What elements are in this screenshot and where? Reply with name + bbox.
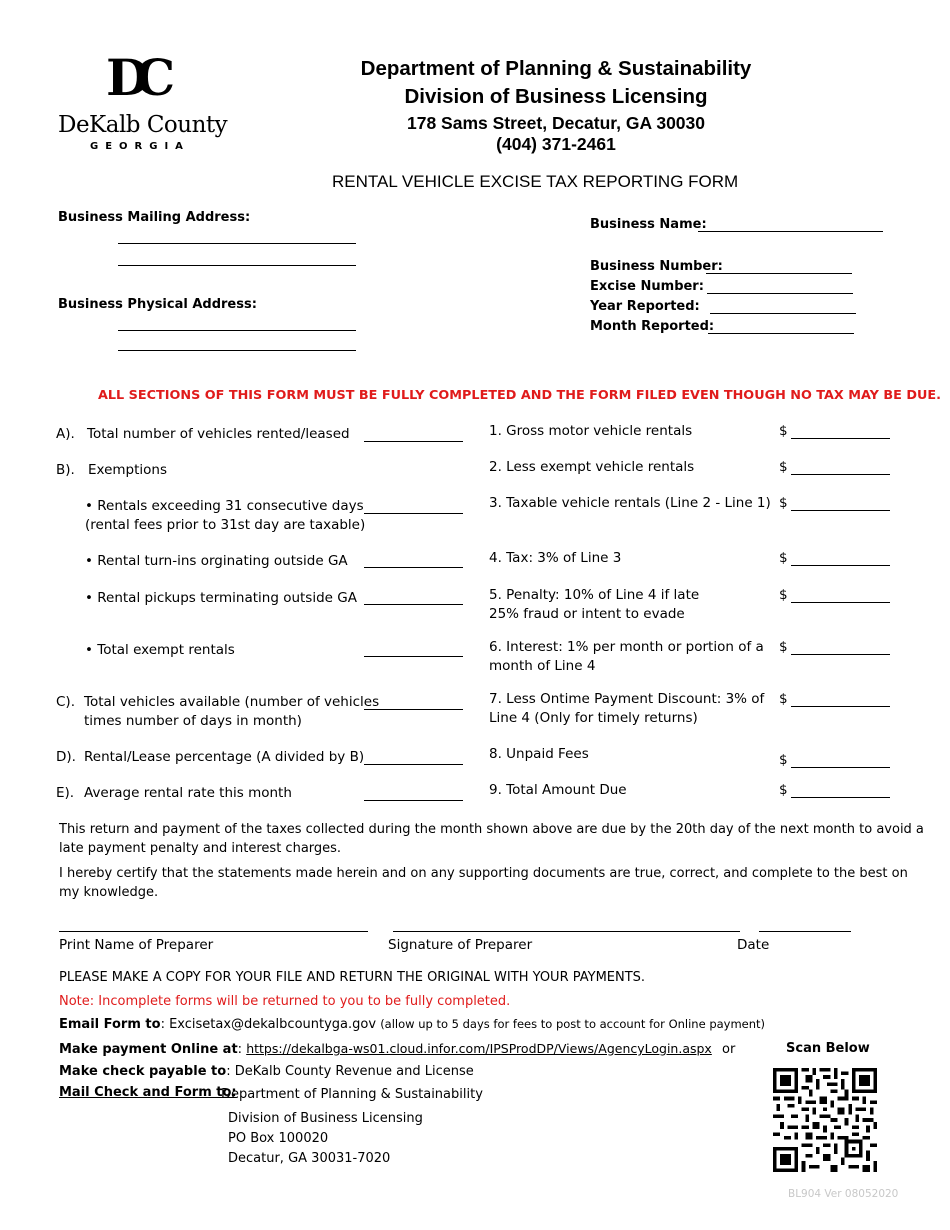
email-instruction bbox=[59, 1017, 765, 1032]
form-version: BL904 Ver 08052020 bbox=[788, 1188, 899, 1200]
line-9-dollar: $ bbox=[779, 782, 788, 798]
item-e-label: Average rental rate this month bbox=[84, 785, 292, 801]
line-3-dollar: $ bbox=[779, 495, 788, 511]
check-payable-instruction bbox=[59, 1064, 474, 1079]
line-8-label: 8. Unpaid Fees bbox=[489, 746, 589, 762]
physical-address-label: Business Physical Address: bbox=[58, 297, 257, 312]
line-3-label: 3. Taxable vehicle rentals (Line 2 - Line 1) bbox=[489, 495, 771, 511]
item-e-key: E). bbox=[56, 785, 75, 801]
exemption-total-line[interactable] bbox=[364, 656, 463, 657]
line-7-label: 7. Less Ontime Payment Discount: 3% of bbox=[489, 691, 765, 707]
year-reported-line[interactable] bbox=[710, 313, 856, 314]
line-7-label-cont: Line 4 (Only for timely returns) bbox=[489, 710, 698, 726]
business-number-line[interactable] bbox=[706, 273, 852, 274]
exemption-pickups-line[interactable] bbox=[364, 604, 463, 605]
line-8-dollar: $ bbox=[779, 752, 788, 768]
line-5-amount-line[interactable] bbox=[791, 602, 890, 603]
year-reported-label: Year Reported: bbox=[590, 299, 700, 314]
qr-finder-top-left bbox=[773, 1068, 798, 1093]
line-9-label: 9. Total Amount Due bbox=[489, 782, 627, 798]
exemption-total-label: • Total exempt rentals bbox=[85, 642, 235, 658]
month-reported-label: Month Reported: bbox=[590, 319, 715, 334]
due-date-statement-cont: late payment penalty and interest charges. bbox=[59, 841, 342, 856]
exemption-turn-ins-line[interactable] bbox=[364, 567, 463, 568]
header-address: 178 Sams Street, Decatur, GA 30030 bbox=[407, 113, 705, 133]
mailing-address-label: Business Mailing Address: bbox=[58, 210, 251, 225]
item-c-label-cont: times number of days in month) bbox=[84, 713, 302, 729]
header-department: Department of Planning & Sustainability bbox=[360, 57, 752, 80]
item-a-label: Total number of vehicles rented/leased bbox=[87, 426, 350, 442]
item-b-label: Exemptions bbox=[88, 462, 168, 478]
item-d-line[interactable] bbox=[364, 764, 463, 765]
line-1-label: 1. Gross motor vehicle rentals bbox=[489, 423, 693, 439]
email-address[interactable]: : Excisetax@dekalbcountyga.gov bbox=[160, 1017, 377, 1032]
email-note: (allow up to 5 days for fees to post to account for Online payment) bbox=[380, 1017, 766, 1031]
line-7-amount-line[interactable] bbox=[791, 706, 890, 707]
logo-county-name: DeKalb County bbox=[58, 112, 228, 138]
email-label: Email Form to bbox=[59, 1017, 161, 1032]
item-a-key: A). bbox=[56, 426, 75, 442]
item-d-label: Rental/Lease percentage (A divided by B) bbox=[84, 749, 365, 765]
line-1-amount-line[interactable] bbox=[791, 438, 890, 439]
line-2-label: 2. Less exempt vehicle rentals bbox=[489, 459, 695, 475]
form-title: RENTAL VEHICLE EXCISE TAX REPORTING FORM bbox=[332, 172, 739, 191]
line-1-dollar: $ bbox=[779, 423, 788, 439]
item-a-line[interactable] bbox=[364, 441, 463, 442]
line-9-amount-line[interactable] bbox=[791, 797, 890, 798]
exemption-31-days-note: (rental fees prior to 31st day are taxable) bbox=[85, 517, 366, 533]
print-name-label: Print Name of Preparer bbox=[59, 937, 214, 953]
item-c-key: C). bbox=[56, 694, 75, 710]
line-2-dollar: $ bbox=[779, 459, 788, 475]
online-or: or bbox=[721, 1042, 736, 1057]
line-3-amount-line[interactable] bbox=[791, 510, 890, 511]
line-4-amount-line[interactable] bbox=[791, 565, 890, 566]
logo-monogram: DC bbox=[106, 48, 162, 107]
mail-address-line-4: Decatur, GA 30031-7020 bbox=[228, 1151, 391, 1166]
business-number-label: Business Number: bbox=[590, 259, 723, 274]
line-4-dollar: $ bbox=[779, 550, 788, 566]
physical-address-line-2[interactable] bbox=[118, 350, 356, 351]
qr-finder-bottom-left bbox=[773, 1147, 798, 1172]
item-b-key: B). bbox=[56, 462, 75, 478]
county-logo bbox=[58, 48, 228, 156]
header-phone: (404) 371-2461 bbox=[496, 134, 616, 154]
line-5-dollar: $ bbox=[779, 587, 788, 603]
line-6-label: 6. Interest: 1% per month or portion of a bbox=[489, 639, 764, 655]
date-label: Date bbox=[737, 937, 770, 953]
line-5-label: 5. Penalty: 10% of Line 4 if late bbox=[489, 587, 700, 603]
physical-address-line-1[interactable] bbox=[118, 330, 356, 331]
online-payment-instruction bbox=[59, 1041, 735, 1057]
item-d-key: D). bbox=[56, 749, 76, 765]
mail-label: Mail Check and Form to: bbox=[59, 1085, 237, 1100]
signature-line[interactable] bbox=[393, 931, 740, 932]
business-name-line[interactable] bbox=[698, 231, 883, 232]
excise-number-line[interactable] bbox=[707, 293, 853, 294]
qr-alignment-center bbox=[852, 1147, 856, 1151]
mail-address-line-1: Department of Planning & Sustainability bbox=[221, 1087, 483, 1102]
exemption-31-days-line[interactable] bbox=[364, 513, 463, 514]
mailing-address-line-1[interactable] bbox=[118, 243, 356, 244]
print-name-line[interactable] bbox=[59, 931, 368, 932]
business-name-label: Business Name: bbox=[590, 217, 707, 232]
mail-address-line-3: PO Box 100020 bbox=[228, 1131, 329, 1146]
excise-number-label: Excise Number: bbox=[590, 279, 704, 294]
online-label: Make payment Online at bbox=[59, 1042, 238, 1057]
signature-label: Signature of Preparer bbox=[388, 937, 533, 953]
completion-warning: ALL SECTIONS OF THIS FORM MUST BE FULLY COMPLETED AND THE FORM FILED EVEN THOUGH NO TAX MAY BE DUE. bbox=[98, 388, 941, 403]
mail-address-line-2: Division of Business Licensing bbox=[228, 1111, 423, 1126]
certification-statement: I hereby certify that the statements made herein and on any supporting documents are true, correct, and complete to the best on bbox=[59, 866, 908, 881]
scan-label: Scan Below bbox=[786, 1041, 870, 1056]
copy-notice: PLEASE MAKE A COPY FOR YOUR FILE AND RETURN THE ORIGINAL WITH YOUR PAYMENTS. bbox=[59, 970, 646, 985]
online-payment-link[interactable]: https://dekalbga-ws01.cloud.infor.com/IPSProdDP/Views/AgencyLogin.aspx bbox=[246, 1041, 712, 1056]
exemption-turn-ins-label: • Rental turn-ins orginating outside GA bbox=[85, 553, 348, 569]
exemption-pickups-label: • Rental pickups terminating outside GA bbox=[85, 590, 357, 606]
check-label: Make check payable to bbox=[59, 1064, 227, 1079]
month-reported-line[interactable] bbox=[708, 333, 854, 334]
check-payee: : DeKalb County Revenue and License bbox=[226, 1064, 474, 1079]
date-line[interactable] bbox=[759, 931, 851, 932]
qr-code[interactable] bbox=[773, 1068, 877, 1172]
item-c-line[interactable] bbox=[364, 709, 463, 710]
item-c-label: Total vehicles available (number of vehicles bbox=[84, 694, 380, 710]
line-6-label-cont: month of Line 4 bbox=[489, 658, 596, 674]
certification-statement-cont: my knowledge. bbox=[59, 885, 159, 900]
line-7-dollar: $ bbox=[779, 691, 788, 707]
line-8-amount-line[interactable] bbox=[791, 767, 890, 768]
line-5-label-cont: 25% fraud or intent to evade bbox=[489, 606, 685, 622]
online-colon: : bbox=[237, 1042, 243, 1057]
exemption-31-days-label: • Rentals exceeding 31 consecutive days bbox=[85, 498, 364, 514]
header-division: Division of Business Licensing bbox=[404, 85, 708, 108]
logo-state-name: GEORGIA bbox=[90, 141, 190, 152]
incomplete-note: Note: Incomplete forms will be returned to you to be fully completed. bbox=[59, 994, 511, 1009]
item-e-line[interactable] bbox=[364, 800, 463, 801]
line-6-amount-line[interactable] bbox=[791, 654, 890, 655]
line-6-dollar: $ bbox=[779, 639, 788, 655]
due-date-statement: This return and payment of the taxes collected during the month shown above are due by the 20th day of the next month to avoid a bbox=[59, 822, 924, 837]
line-2-amount-line[interactable] bbox=[791, 474, 890, 475]
mailing-address-line-2[interactable] bbox=[118, 265, 356, 266]
qr-finder-top-right bbox=[852, 1068, 877, 1093]
line-4-label: 4. Tax: 3% of Line 3 bbox=[489, 550, 622, 566]
